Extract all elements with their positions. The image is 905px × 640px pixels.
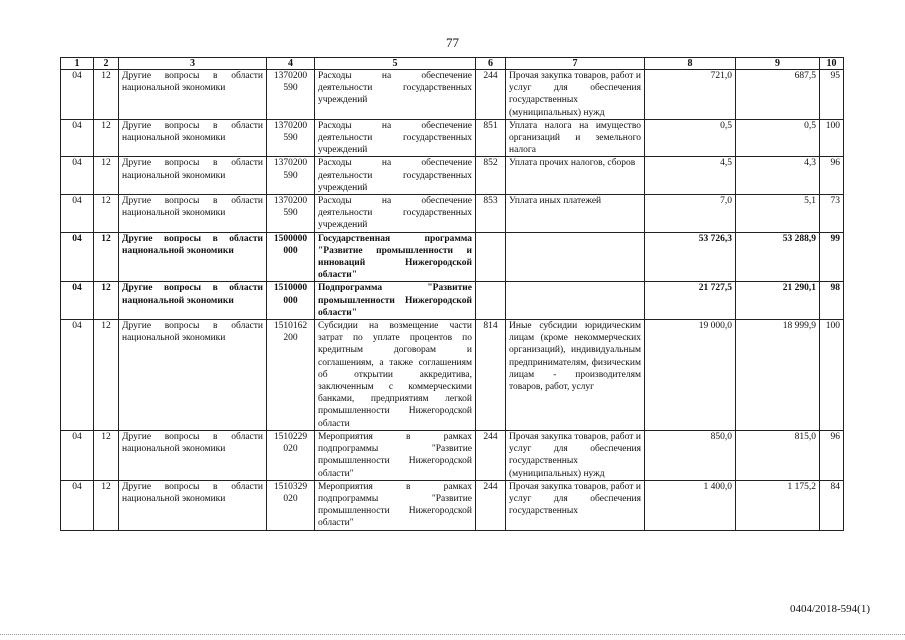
execution-percent: 73: [820, 195, 844, 233]
section-name: Другие вопросы в области национальной экономики: [119, 480, 267, 530]
execution-percent: 100: [820, 320, 844, 431]
section-code: 04: [61, 430, 94, 480]
target-article-code: 1510162 200: [267, 320, 315, 431]
subsection-code: 12: [94, 195, 119, 233]
execution-percent: 96: [820, 157, 844, 195]
budget-table: [60, 57, 844, 531]
execution-percent: 95: [820, 70, 844, 120]
execution-percent: 96: [820, 430, 844, 480]
expense-type-code: 244: [476, 70, 506, 120]
section-name: Другие вопросы в области национальной экономики: [119, 282, 267, 320]
expense-type-code: 853: [476, 195, 506, 233]
page-number: 77: [446, 35, 459, 50]
subsection-code: 12: [94, 157, 119, 195]
executed-amount: 815,0: [736, 430, 820, 480]
column-header-5: 5: [315, 58, 476, 70]
executed-amount: 5,1: [736, 195, 820, 233]
article-description: Мероприятия в рамках подпрограммы "Развитие промышленности Нижегородской области": [315, 430, 476, 480]
table-row: [61, 195, 844, 233]
subsection-code: 12: [94, 282, 119, 320]
column-header-7: 7: [506, 58, 645, 70]
executed-amount: 0,5: [736, 119, 820, 157]
article-description: Расходы на обеспечение деятельности государственных учреждений: [315, 195, 476, 233]
page-edge-divider: [0, 634, 905, 635]
section-name: Другие вопросы в области национальной экономики: [119, 119, 267, 157]
column-header-10: 10: [820, 58, 844, 70]
expense-type-description: Прочая закупка товаров, работ и услуг для обеспечения государственных (муниципальных) нужд: [506, 430, 645, 480]
target-article-code: 1370200 590: [267, 70, 315, 120]
subsection-code: 12: [94, 480, 119, 530]
article-description: Подпрограмма "Развитие промышленности Нижегородской области": [315, 282, 476, 320]
subsection-code: 12: [94, 232, 119, 282]
article-description: Расходы на обеспечение деятельности государственных учреждений: [315, 157, 476, 195]
executed-amount: 687,5: [736, 70, 820, 120]
executed-amount: 1 175,2: [736, 480, 820, 530]
expense-type-code: 852: [476, 157, 506, 195]
target-article-code: 1500000 000: [267, 232, 315, 282]
section-code: 04: [61, 70, 94, 120]
execution-percent: 100: [820, 119, 844, 157]
planned-amount: 721,0: [645, 70, 736, 120]
column-header-4: 4: [267, 58, 315, 70]
section-code: 04: [61, 232, 94, 282]
expense-type-code: 244: [476, 480, 506, 530]
expense-type-description: Прочая закупка товаров, работ и услуг для обеспечения государственных: [506, 480, 645, 530]
section-code: 04: [61, 119, 94, 157]
column-header-3: 3: [119, 58, 267, 70]
planned-amount: 19 000,0: [645, 320, 736, 431]
column-header-1: 1: [61, 58, 94, 70]
planned-amount: 4,5: [645, 157, 736, 195]
column-header-2: 2: [94, 58, 119, 70]
executed-amount: 21 290,1: [736, 282, 820, 320]
section-name: Другие вопросы в области национальной экономики: [119, 430, 267, 480]
expense-type-description: Уплата налога на имущество организаций и земельного налога: [506, 119, 645, 157]
article-description: Мероприятия в рамках подпрограммы "Развитие промышленности Нижегородской области": [315, 480, 476, 530]
article-description: Расходы на обеспечение деятельности государственных учреждений: [315, 70, 476, 120]
subsection-code: 12: [94, 119, 119, 157]
subsection-code: 12: [94, 430, 119, 480]
execution-percent: 98: [820, 282, 844, 320]
expense-type-code: [476, 232, 506, 282]
expense-type-description: Уплата прочих налогов, сборов: [506, 157, 645, 195]
table-row: [61, 480, 844, 530]
article-description: Расходы на обеспечение деятельности государственных учреждений: [315, 119, 476, 157]
table-body: [61, 70, 844, 531]
expense-type-description: Уплата иных платежей: [506, 195, 645, 233]
section-code: 04: [61, 282, 94, 320]
section-code: 04: [61, 320, 94, 431]
column-header-8: 8: [645, 58, 736, 70]
execution-percent: 99: [820, 232, 844, 282]
column-header-9: 9: [736, 58, 820, 70]
document-id: 0404/2018-594(1): [789, 603, 870, 615]
section-code: 04: [61, 195, 94, 233]
table-row: [61, 70, 844, 120]
expense-type-description: Прочая закупка товаров, работ и услуг для обеспечения государственных (муниципальных) нужд: [506, 70, 645, 120]
target-article-code: 1510000 000: [267, 282, 315, 320]
planned-amount: 7,0: [645, 195, 736, 233]
column-header-6: 6: [476, 58, 506, 70]
section-name: Другие вопросы в области национальной экономики: [119, 70, 267, 120]
article-description: Субсидии на возмещение части затрат по уплате процентов по кредитным договорам и соглашениям, а также соглашениям об открытии аккредитива, заключенным с коммерческими банками, предприятиям легкой промышленности Нижегородской области: [315, 320, 476, 431]
expense-type-description: [506, 232, 645, 282]
execution-percent: 84: [820, 480, 844, 530]
expense-type-code: 851: [476, 119, 506, 157]
expense-type-code: [476, 282, 506, 320]
target-article-code: 1510229 020: [267, 430, 315, 480]
planned-amount: 53 726,3: [645, 232, 736, 282]
planned-amount: 850,0: [645, 430, 736, 480]
subsection-code: 12: [94, 70, 119, 120]
table-row: [61, 430, 844, 480]
section-code: 04: [61, 480, 94, 530]
target-article-code: 1370200 590: [267, 195, 315, 233]
header-row: [61, 58, 844, 70]
table-row: [61, 232, 844, 282]
section-name: Другие вопросы в области национальной экономики: [119, 195, 267, 233]
table-row: [61, 119, 844, 157]
executed-amount: 4,3: [736, 157, 820, 195]
executed-amount: 18 999,9: [736, 320, 820, 431]
article-description: Государственная программа "Развитие промышленности и инноваций Нижегородской области": [315, 232, 476, 282]
expense-type-description: Иные субсидии юридическим лицам (кроме некоммерческих организаций), индивидуальным предпринимателям, физическим лицам - производителям товаров, работ, услуг: [506, 320, 645, 431]
table-row: [61, 320, 844, 431]
section-name: Другие вопросы в области национальной экономики: [119, 232, 267, 282]
target-article-code: 1510329 020: [267, 480, 315, 530]
table-row: [61, 282, 844, 320]
expense-type-description: [506, 282, 645, 320]
executed-amount: 53 288,9: [736, 232, 820, 282]
target-article-code: 1370200 590: [267, 157, 315, 195]
section-name: Другие вопросы в области национальной экономики: [119, 157, 267, 195]
planned-amount: 1 400,0: [645, 480, 736, 530]
planned-amount: 21 727,5: [645, 282, 736, 320]
subsection-code: 12: [94, 320, 119, 431]
table-row: [61, 157, 844, 195]
expense-type-code: 244: [476, 430, 506, 480]
section-name: Другие вопросы в области национальной экономики: [119, 320, 267, 431]
planned-amount: 0,5: [645, 119, 736, 157]
target-article-code: 1370200 590: [267, 119, 315, 157]
section-code: 04: [61, 157, 94, 195]
expense-type-code: 814: [476, 320, 506, 431]
